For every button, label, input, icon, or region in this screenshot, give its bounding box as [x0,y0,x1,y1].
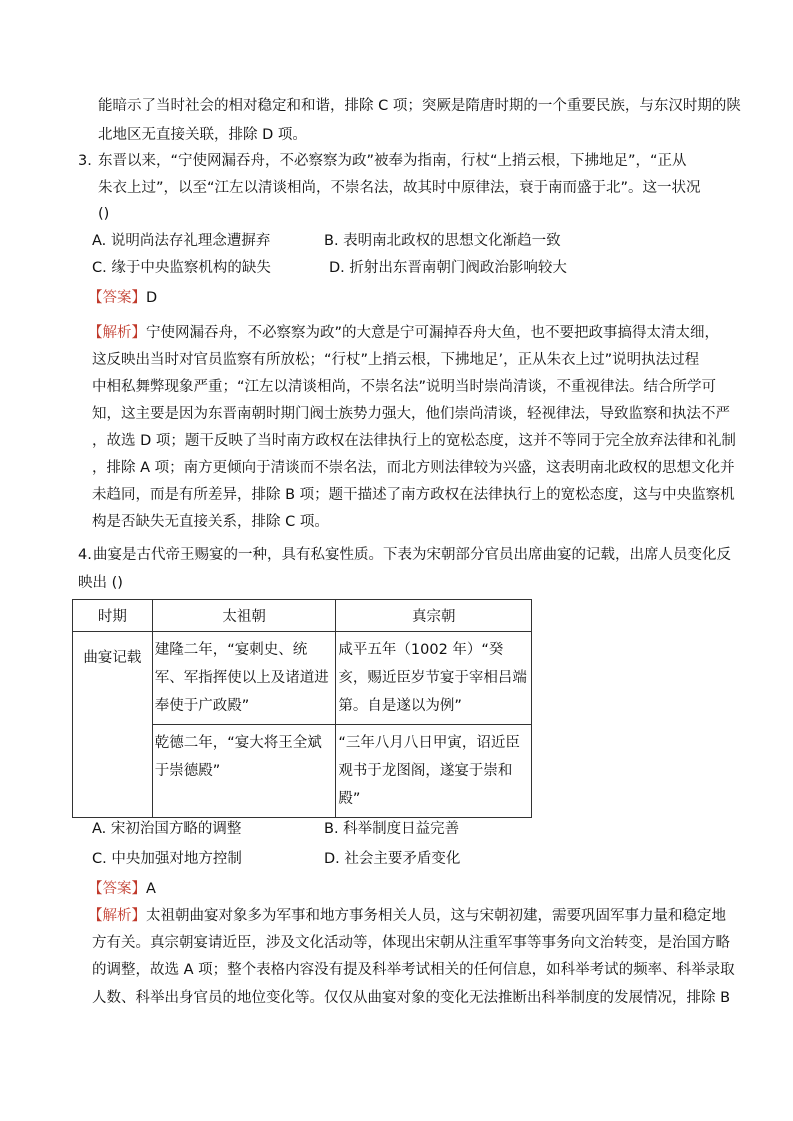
question-3-analysis-line [88,322,719,344]
question-4-analysis-line [88,905,726,927]
question-3-option-a: A. 说明尚法存礼理念遭摒弃 [92,233,271,249]
question-3-option-d: D. 折射出东晋南朝门阀政治影响较大 [329,260,567,276]
answer-value: A [146,881,156,897]
table-cell-text: 建隆二年，“宴刺史、统军、军指挥使以上及诸道进奉使于广政殿” [154,642,329,714]
table-row [73,632,532,725]
question-3-analysis-line: 未趋同，而是有所差异，排除 B 项；题干描述了南方政权在法律执行上的宽松态度，这与中央监察机 [92,487,735,503]
table-cell [336,725,532,818]
table-header-row [73,600,532,632]
analysis-tag: 【解析】 [88,908,146,924]
table-row-label: 曲宴记载 [83,650,142,666]
table-header-taizu: 太祖朝 [152,600,336,632]
question-4-option-c: C. 中央加强对地方控制 [92,851,242,867]
question-3-stem: 朱衣上过”，以至“江左以清谈相尚，不崇名法，故其时中原律法，衰于南而盛于北”。这一状况 [98,180,701,196]
question-3-analysis-line: 知，这主要是因为东晋南朝时期门阀士族势力强大，他们崇尚清谈，轻视律法，导致监察和执法不严 [92,406,730,422]
answer-tag: 【答案】 [88,881,146,897]
question-3-number: 3. [78,153,92,169]
analysis-text: 太祖朝曲宴对象多为军事和地方事务相关人员，这与宋朝初建，需要巩固军事力量和稳定地 [146,908,726,924]
question-3-answer [88,287,157,309]
table-cell [152,632,336,725]
question-4-option-a: A. 宋初治国方略的调整 [92,821,242,837]
banquet-record-table [72,599,532,818]
question-3-analysis-line: 构是否缺失无直接关系，排除 C 项。 [92,514,329,530]
table-row-label-cell [73,632,153,818]
table-cell-text: 咸平五年（1002 年）“癸亥，赐近臣岁节宴于宰相吕端第。自是遂以为例” [338,642,527,714]
question-3-analysis-line: ，排除 A 项；南方更倾向于清谈而不崇名法，而北方则法律较为兴盛，这表明南北政权的思想文化并 [92,460,735,476]
table-cell-text: “三年八月八日甲寅，诏近臣观书于龙图阁，遂宴于崇和殿” [338,735,520,807]
answer-value: D [146,290,158,306]
question-4-analysis-line: 的调整，故选 A 项；整个表格内容没有提及科举考试相关的任何信息，如科举考试的频率、科举录取 [92,962,735,978]
table-header-zhenzong: 真宗朝 [336,600,532,632]
table-header-period: 时期 [73,600,153,632]
question-4-analysis-line: 方有关。真宗朝宴请近臣，涉及文化活动等，体现出宋朝从注重军事等事务向文治转变，是治国方略 [92,935,730,951]
answer-tag: 【答案】 [88,290,146,306]
table-cell [336,632,532,725]
question-3-option-c: C. 缘于中央监察机构的缺失 [92,260,271,276]
intro-line: 北地区无直接关联，排除 D 项。 [98,127,307,143]
question-4-stem: 映出 () [78,575,123,591]
question-4-number: 4. [78,547,92,563]
question-4-analysis-line: 人数、科举出身官员的地位变化等。仅仅从曲宴对象的变化无法推断出科举制度的发展情况，排除 B [92,990,731,1006]
question-3-analysis-line: 这反映出当时对官员监察有所放松；“行杖”上捎云根，下拂地足’，正从朱衣上过”说明执法过程 [92,352,700,368]
intro-line: 能暗示了当时社会的相对稳定和和谐，排除 C 项；突厥是隋唐时期的一个重要民族，与东汉时期的陕 [98,98,741,114]
question-4-stem: 曲宴是古代帝王赐宴的一种，具有私宴性质。下表为宋朝部分官员出席曲宴的记载，出席人员变化反 [93,547,731,563]
analysis-tag: 【解析】 [88,325,146,341]
question-3-analysis-line: ，故选 D 项；题干反映了当时南方政权在法律执行上的宽松态度，这并不等同于完全放弃法律和礼制 [92,433,736,449]
question-4-option-b: B. 科举制度日益完善 [324,821,460,837]
table-cell [152,725,336,818]
question-3-stem: () [98,206,110,222]
question-3-option-b: B. 表明南北政权的思想文化渐趋一致 [324,233,561,249]
analysis-text: 宁使网漏吞舟，不必察察为政”的大意是宁可漏掉吞舟大鱼，也不要把政事搞得太清太细， [146,325,720,341]
question-3-analysis-line: 中相私舞弊现象严重；“江左以清谈相尚，不崇名法”说明当时崇尚清谈，不重视律法。结合所学可 [92,379,717,395]
question-4-answer [88,878,156,900]
question-3-stem: 东晋以来，“宁使网漏吞舟，不必察察为政”被奉为指南，行杖“上捎云根，下拂地足”，“正从 [98,153,687,169]
table-cell-text: 乾德二年，“宴大将王全斌于崇德殿” [154,735,322,779]
question-4-option-d: D. 社会主要矛盾变化 [324,851,461,867]
